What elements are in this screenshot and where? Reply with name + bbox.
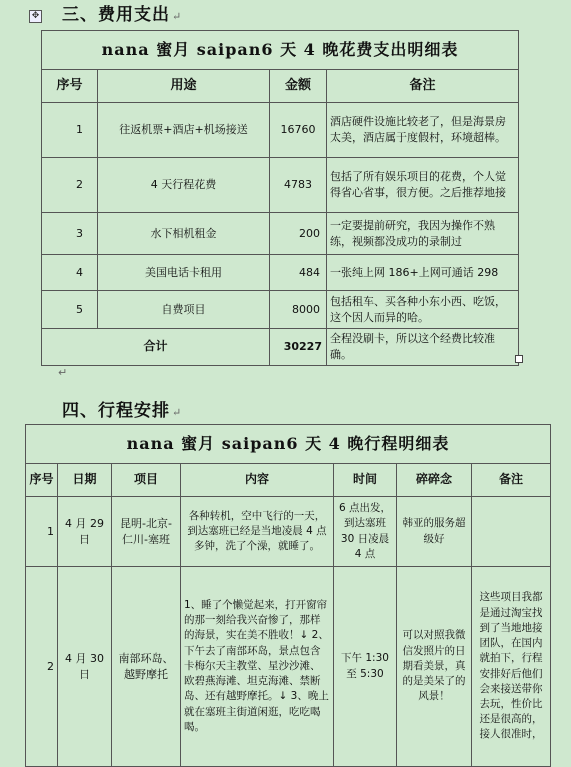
section1-title-text: 三、费用支出	[62, 5, 170, 25]
col-header-amount: 金额	[270, 70, 327, 103]
row-amount: 8000	[270, 291, 327, 329]
col-header-time: 时间	[334, 464, 397, 497]
col-header-note: 备注	[327, 70, 519, 103]
total-row	[42, 329, 519, 366]
col-header-no: 序号	[42, 70, 98, 103]
row-amount: 484	[270, 255, 327, 291]
row-amount: 4783	[270, 158, 327, 213]
paragraph-mark-icon: ↵	[172, 406, 183, 419]
row-no: 3	[42, 213, 98, 255]
row-murmur: 韩亚的服务超级好	[397, 497, 472, 567]
total-note: 全程没刷卡，所以这个经费比较准确。	[327, 329, 519, 366]
row-use: 往返机票+酒店+机场接送	[98, 103, 270, 158]
table-row	[42, 255, 519, 291]
col-header-content: 内容	[181, 464, 334, 497]
row-content: 各种转机，空中飞行的一天，到达塞班已经是当地凌晨 4 点多钟，洗了个澡，就睡了。	[181, 497, 334, 567]
row-note: 包括了所有娱乐项目的花费，个人觉得省心省事，很方便。之后推荐地接	[327, 158, 519, 213]
row-date: 4 月 29 日	[58, 497, 112, 567]
itinerary-table-title: nana 蜜月 saipan6 天 4 晚行程明细表	[26, 425, 551, 464]
row-note: 这些项目我都是通过淘宝找到了当地地接团队，在国内就拍下，行程安排好后他们会来接送带你去玩，性价比还是很高的，接人很准时，	[472, 567, 551, 767]
row-note: 一张纯上网 186+上网可通话 298	[327, 255, 519, 291]
table-row	[26, 497, 551, 567]
col-header-no: 序号	[26, 464, 58, 497]
col-header-date: 日期	[58, 464, 112, 497]
col-header-use: 用途	[98, 70, 270, 103]
expense-table	[41, 30, 519, 366]
table-resize-handle[interactable]	[515, 355, 523, 363]
table-row	[42, 213, 519, 255]
table-row	[42, 103, 519, 158]
row-no: 2	[42, 158, 98, 213]
table-row	[42, 158, 519, 213]
row-use: 4 天行程花费	[98, 158, 270, 213]
table-row	[26, 567, 551, 767]
section2-title-text: 四、行程安排	[62, 401, 170, 421]
row-use: 美国电话卡租用	[98, 255, 270, 291]
row-no: 5	[42, 291, 98, 329]
table-move-handle-icon[interactable]: ✥	[29, 10, 42, 23]
row-time: 6 点出发，到达塞班 30 日凌晨 4 点	[334, 497, 397, 567]
row-time: 下午 1:30 至 5:30	[334, 567, 397, 767]
paragraph-mark-icon: ↵	[58, 366, 68, 379]
col-header-item: 项目	[112, 464, 181, 497]
row-no: 1	[26, 497, 58, 567]
row-use: 自费项目	[98, 291, 270, 329]
row-item: 昆明-北京-仁川-塞班	[112, 497, 181, 567]
row-item: 南部环岛、越野摩托	[112, 567, 181, 767]
total-label: 合计	[42, 329, 270, 366]
total-amount: 30227	[270, 329, 327, 366]
row-no: 1	[42, 103, 98, 158]
row-murmur: 可以对照我微信发照片的日期看美景，真的是美呆了的风景！	[397, 567, 472, 767]
expense-table-title: nana 蜜月 saipan6 天 4 晚花费支出明细表	[42, 31, 519, 70]
col-header-murmur: 碎碎念	[397, 464, 472, 497]
row-use: 水下相机租金	[98, 213, 270, 255]
row-no: 2	[26, 567, 58, 767]
row-amount: 200	[270, 213, 327, 255]
row-date: 4 月 30 日	[58, 567, 112, 767]
row-note	[472, 497, 551, 567]
row-no: 4	[42, 255, 98, 291]
row-note: 酒店硬件设施比较老了，但是海景房太美，酒店属于度假村，环境超棒。	[327, 103, 519, 158]
row-note: 包括租车、买各种小东小西、吃饭，这个因人而异的哈。	[327, 291, 519, 329]
row-content: 1、睡了个懒觉起来，打开窗帘的那一刻给我兴奋惨了，那样的海景，实在美不胜收！↓ 2、下午去了南部环岛，景点包含卡梅尔天主教堂、星沙沙滩、欧碧燕海滩、坦克海滩、禁断岛、还有越野摩托。↓ 3、晚上就在塞班主街道闲逛，吃吃喝喝。	[181, 567, 334, 767]
paragraph-mark-icon: ↵	[172, 10, 183, 23]
itinerary-table	[25, 424, 551, 767]
row-note: 一定要提前研究，我因为操作不熟练，视频都没成功的录制过	[327, 213, 519, 255]
row-amount: 16760	[270, 103, 327, 158]
section2-heading	[62, 396, 182, 421]
table-row	[42, 291, 519, 329]
section1-heading	[62, 0, 182, 25]
col-header-note: 备注	[472, 464, 551, 497]
